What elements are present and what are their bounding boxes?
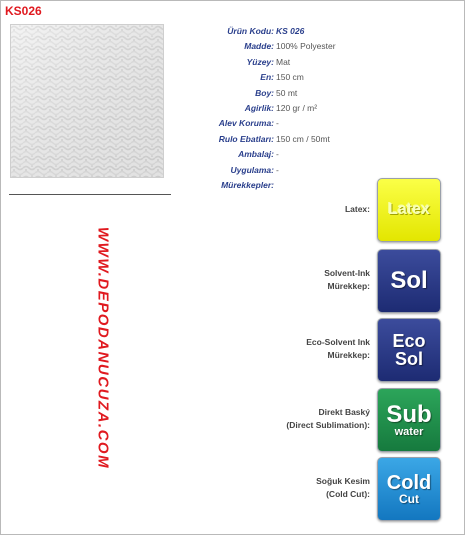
spec-row <box>171 24 461 39</box>
spec-value: 120 gr / m² <box>276 102 318 113</box>
spec-row <box>171 163 461 178</box>
spec-value: Mat <box>276 56 291 67</box>
spec-label: Rulo Ebatları: <box>218 133 274 144</box>
spec-label: Alev Koruma: <box>218 118 274 129</box>
spec-value: 100% Polyester <box>276 41 336 52</box>
spec-row <box>171 101 461 116</box>
ink-icon-text: Eco <box>392 331 426 351</box>
sub-water-icon <box>377 388 441 452</box>
latex-icon <box>377 178 441 242</box>
ink-label-line: Soğuk Kesim <box>316 476 370 486</box>
spec-label: Boy: <box>255 87 274 98</box>
spec-row <box>171 55 461 70</box>
sol-icon <box>377 249 441 313</box>
ink-icon-text: Cut <box>399 492 419 506</box>
spec-row <box>171 70 461 85</box>
ink-icon-text: Cold <box>386 472 432 494</box>
website-text: WWW.DEPODANUCUZA.COM <box>94 226 112 470</box>
spec-label: En: <box>260 72 274 83</box>
ink-label-line: (Cold Cut): <box>326 489 370 499</box>
ink-label-line: Latex: <box>344 203 370 214</box>
spec-value: - <box>276 118 279 129</box>
divider <box>9 194 171 195</box>
spec-value: - <box>276 149 279 160</box>
ink-label-line: Mürekkep: <box>327 350 370 360</box>
spec-value: KS 026 <box>276 26 305 36</box>
ink-label <box>345 203 370 216</box>
ink-icon-text: Sol <box>394 349 423 369</box>
spec-label: Yüzey: <box>246 56 274 67</box>
spec-row <box>171 116 461 131</box>
ink-icon-text: water <box>394 425 424 438</box>
ink-icon-text: Sub <box>386 400 432 428</box>
ink-label <box>286 406 370 432</box>
ink-label-line: Mürekkep: <box>327 281 370 291</box>
ink-icon-text: Sol <box>390 267 428 294</box>
spec-row <box>171 147 461 162</box>
spec-label: Agirlik: <box>244 102 274 113</box>
spec-value: 150 cm <box>276 72 304 83</box>
spec-label: Uygulama: <box>230 164 274 175</box>
ink-icon-text: Latex <box>388 201 430 218</box>
spec-label: Mürekkepler: <box>221 179 274 190</box>
ink-label <box>306 336 370 362</box>
spec-label: Ürün Kodu: <box>227 26 274 36</box>
spec-value: - <box>276 164 279 175</box>
cold-cut-icon <box>377 457 441 521</box>
spec-label: Ambalaj: <box>238 149 274 160</box>
ink-label-line: (Direct Sublimation): <box>286 420 370 430</box>
website-watermark[interactable] <box>93 226 113 470</box>
spec-label: Madde: <box>244 41 274 52</box>
eco-sol-icon <box>377 318 441 382</box>
spec-value: 50 mt <box>276 87 298 98</box>
ink-label <box>316 475 370 501</box>
spec-row <box>171 132 461 147</box>
spec-value: 150 cm / 50mt <box>276 133 330 144</box>
product-code-title: KS026 <box>5 4 42 18</box>
spec-row <box>171 39 461 54</box>
fabric-texture-image <box>10 24 164 178</box>
ink-label-line: Eco-Solvent Ink <box>306 337 370 347</box>
spec-table <box>171 24 461 193</box>
ink-label <box>324 267 370 293</box>
ink-label-line: Direkt Baský <box>318 407 370 417</box>
ink-label-line: Solvent-Ink <box>324 268 370 278</box>
spec-row <box>171 86 461 101</box>
